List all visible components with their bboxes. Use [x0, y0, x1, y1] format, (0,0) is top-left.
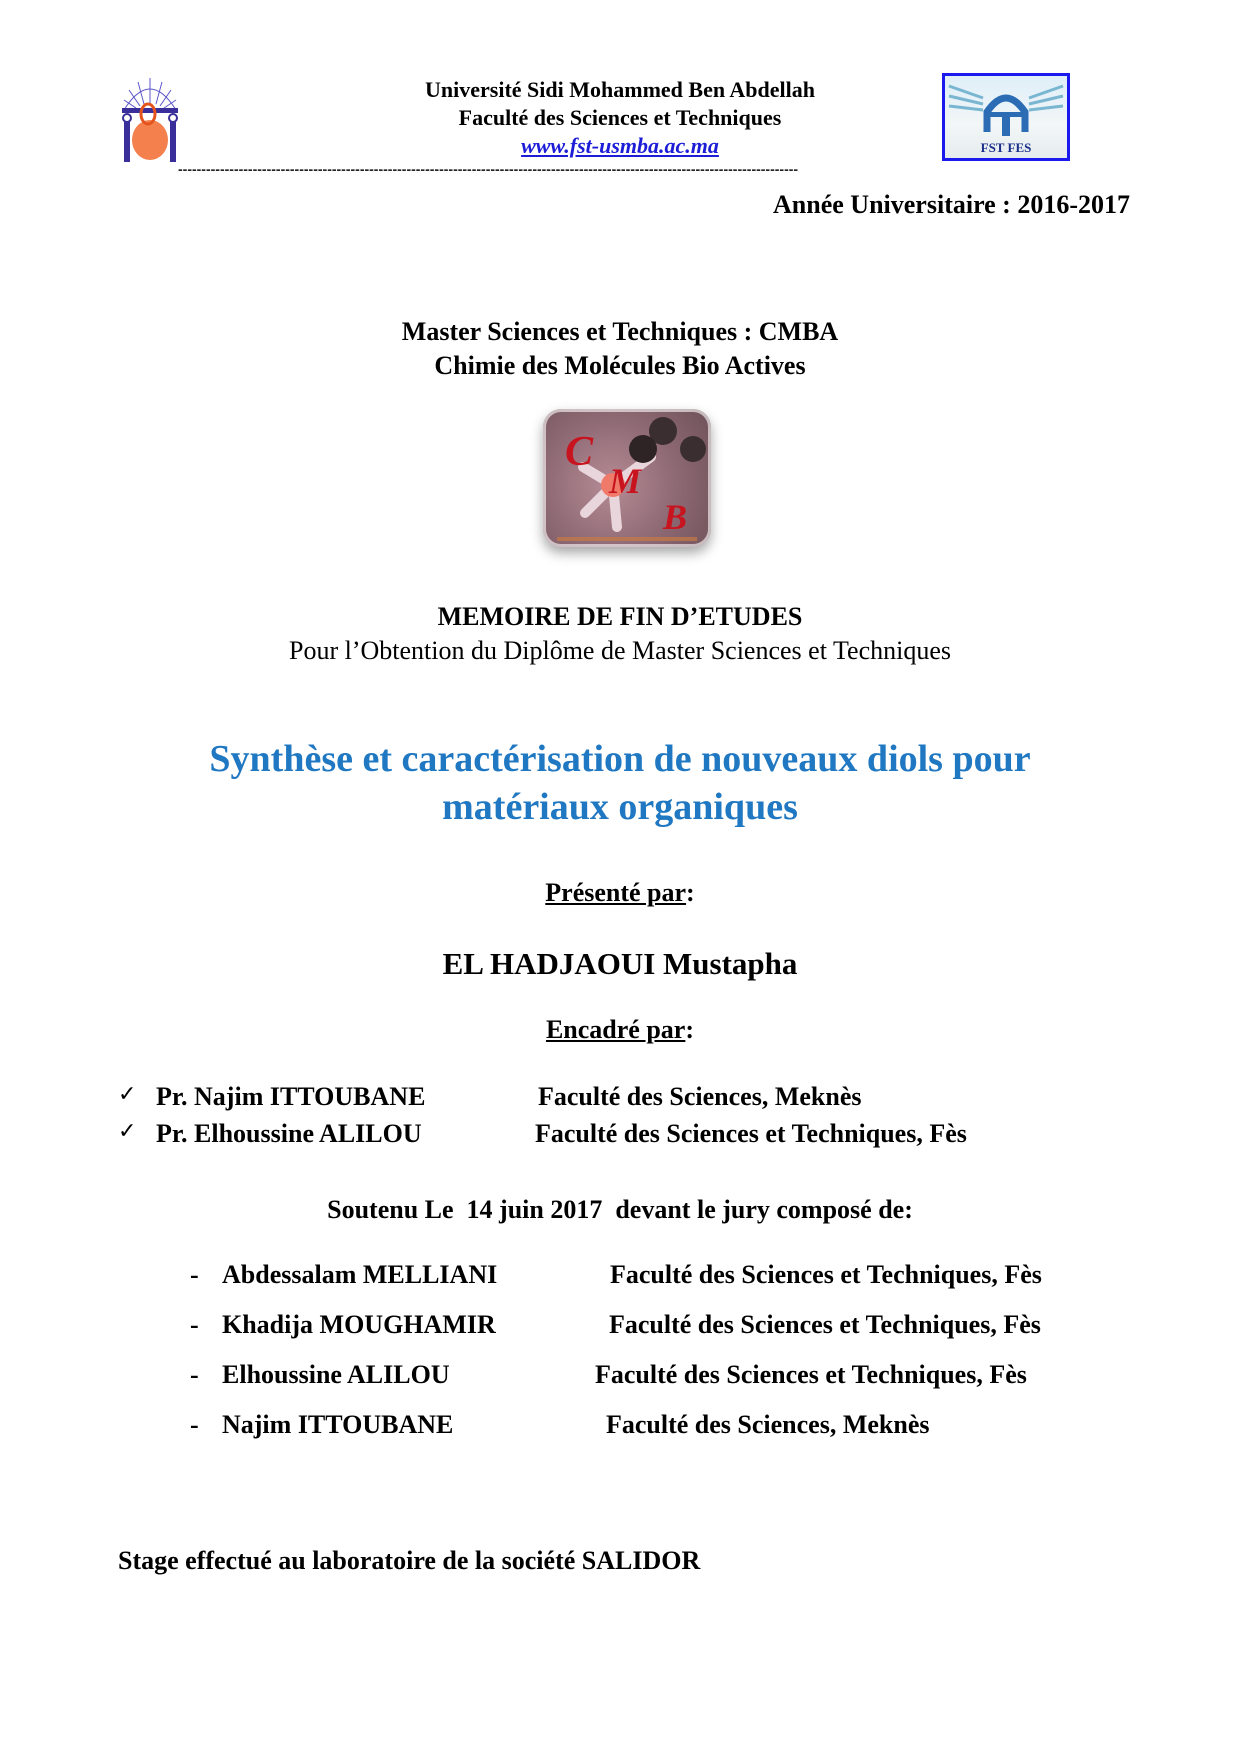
list-bullet: - [190, 1410, 199, 1439]
internship-statement: Stage effectué au laboratoire de la société SALIDOR [118, 1546, 701, 1575]
supervisor-affiliation: Faculté des Sciences, Meknès [538, 1082, 862, 1111]
academic-year: Année Universitaire : 2016-2017 [773, 190, 1130, 219]
cmb-letter-m: M [609, 461, 642, 501]
fst-fes-logo-icon [942, 73, 1070, 161]
jury-member-affiliation: Faculté des Sciences et Techniques, Fès [609, 1310, 1041, 1339]
check-icon: ✓ [118, 1119, 137, 1144]
thesis-title [110, 735, 1130, 831]
cmb-molecule-logo-icon [543, 409, 711, 547]
jury-member-name: Khadija MOUGHAMIR [222, 1310, 496, 1339]
defense-statement: Soutenu Le 14 juin 2017 devant le jury composé de: [327, 1195, 913, 1224]
jury-member-affiliation: Faculté des Sciences et Techniques, Fès [595, 1360, 1027, 1389]
list-bullet: - [190, 1360, 199, 1389]
presented-by-label: Présenté par: [545, 878, 695, 907]
memoire-subtitle: Pour l’Obtention du Diplôme de Master Sciences et Techniques [289, 636, 951, 665]
institution-header [380, 76, 860, 160]
thesis-title-line-1: Synthèse et caractérisation de nouveaux diols pour [209, 738, 1031, 780]
program-line-1: Master Sciences et Techniques : CMBA [401, 317, 839, 346]
program-block [250, 315, 990, 383]
jury-member-name: Abdessalam MELLIANI [222, 1260, 498, 1289]
university-name: Université Sidi Mohammed Ben Abdellah [425, 77, 815, 102]
cmb-letter-b: B [663, 497, 688, 537]
jury-member-affiliation: Faculté des Sciences et Techniques, Fès [610, 1260, 1042, 1289]
author-name: EL HADJAOUI Mustapha [442, 946, 798, 981]
list-bullet: - [190, 1310, 199, 1339]
website-link[interactable]: www.fst-usmba.ac.ma [521, 133, 719, 158]
program-line-2: Chimie des Molécules Bio Actives [434, 351, 806, 380]
faculty-name: Faculté des Sciences et Techniques [458, 105, 782, 130]
supervised-by-label: Encadré par: [545, 1015, 695, 1044]
thesis-title-line-2: matériaux organiques [442, 786, 798, 828]
supervisor-affiliation: Faculté des Sciences et Techniques, Fès [535, 1119, 967, 1148]
jury-member-name: Najim ITTOUBANE [222, 1410, 454, 1439]
cmb-letter-c: C [565, 429, 594, 475]
jury-member-name: Elhoussine ALILOU [222, 1360, 450, 1389]
list-bullet: - [190, 1260, 199, 1289]
check-icon: ✓ [118, 1082, 137, 1107]
header-separator: ------------------------------------------------------------------------------------------------------------------------------------- [178, 164, 799, 174]
jury-member-affiliation: Faculté des Sciences, Meknès [606, 1410, 930, 1439]
usmba-crest-logo-icon [118, 74, 182, 166]
memoire-title: MEMOIRE DE FIN D’ETUDES [437, 602, 803, 631]
fst-fes-logo-text: FST FES [980, 140, 1032, 155]
memoire-block [200, 600, 1040, 668]
supervisor-name: Pr. Najim ITTOUBANE [156, 1082, 426, 1111]
supervisor-name: Pr. Elhoussine ALILOU [156, 1119, 422, 1148]
